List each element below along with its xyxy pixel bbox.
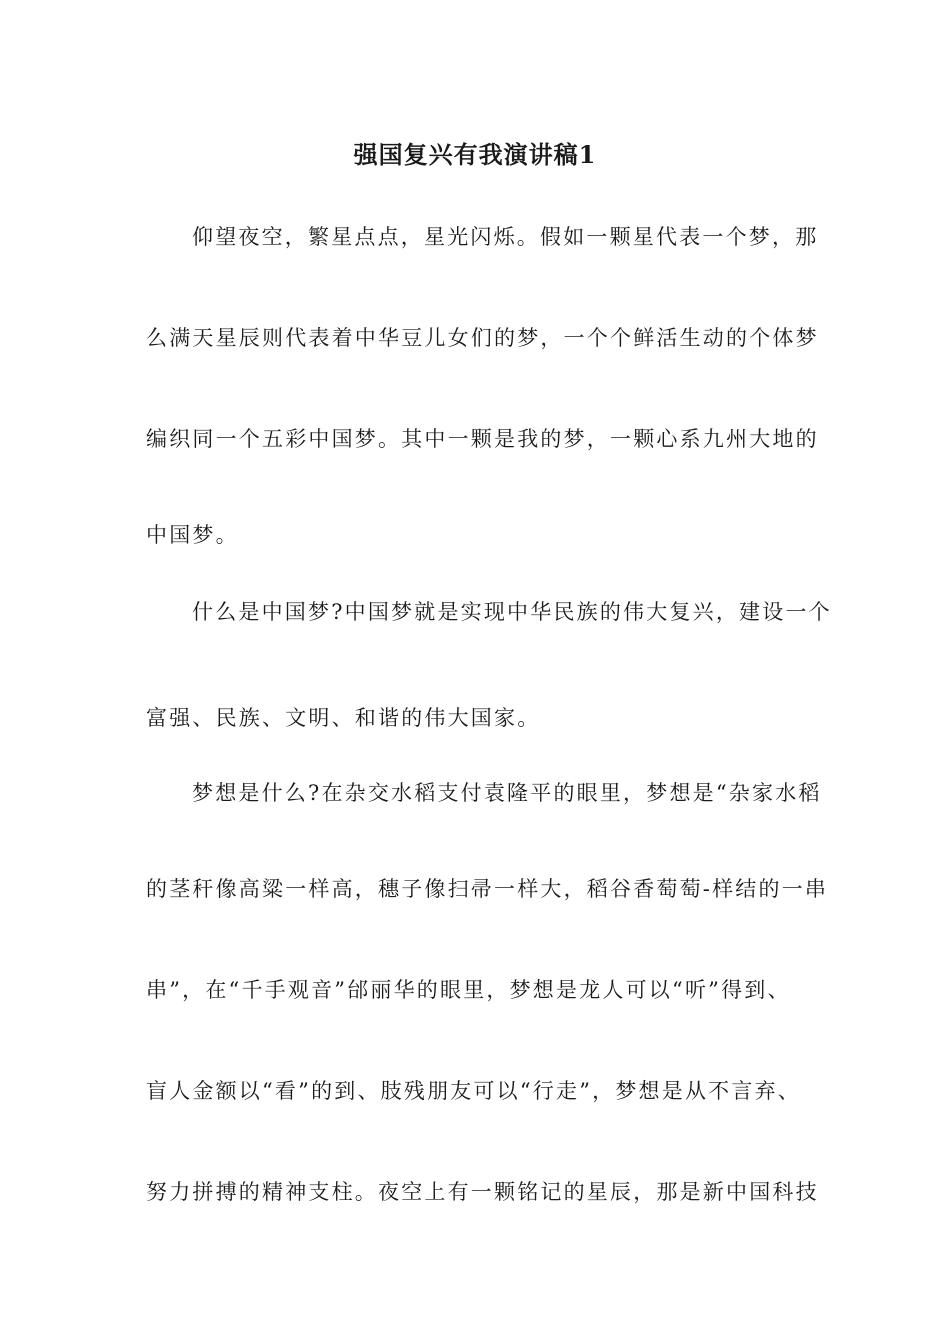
paragraph-3-line-4: 盲人金额以“看”的到、肢残朋友可以“行走”，梦想是从不言弃、 (146, 1079, 801, 1103)
paragraph-3-line-1: 梦想是什么?在杂交水稻支付袁隆平的眼里，梦想是“杂家水稻 (192, 781, 822, 805)
paragraph-3-line-3: 串”，在“千手观音”邰丽华的眼里，梦想是龙人可以“听”得到、 (146, 978, 791, 1002)
paragraph-1-line-3: 编织同一个五彩中国梦。其中一颗是我的梦，一颗心系九州大地的 (146, 427, 819, 451)
paragraph-2-line-2: 富强、民族、文明、和谐的伟大国家。 (146, 706, 541, 730)
paragraph-1-line-1: 仰望夜空，繁星点点，星光闪烁。假如一颗星代表一个梦，那 (192, 225, 819, 249)
paragraph-2-line-1: 什么是中国梦?中国梦就是实现中华民族的伟大复兴，建设一个 (192, 600, 832, 624)
paragraph-3-line-5: 努力拼搏的精神支柱。夜空上有一颗铭记的星辰，那是新中国科技 (146, 1180, 819, 1204)
document-title: 强国复兴有我演讲稿1 (353, 140, 597, 169)
paragraph-1-line-4: 中国梦。 (146, 523, 239, 547)
paragraph-1-line-2: 么满天星辰则代表着中华豆儿女们的梦，一个个鲜活生动的个体梦 (146, 326, 819, 350)
paragraph-3-line-2: 的茎秆像高粱一样高，穗子像扫帚一样大，稻谷香萄萄-样结的一串 (146, 877, 829, 901)
